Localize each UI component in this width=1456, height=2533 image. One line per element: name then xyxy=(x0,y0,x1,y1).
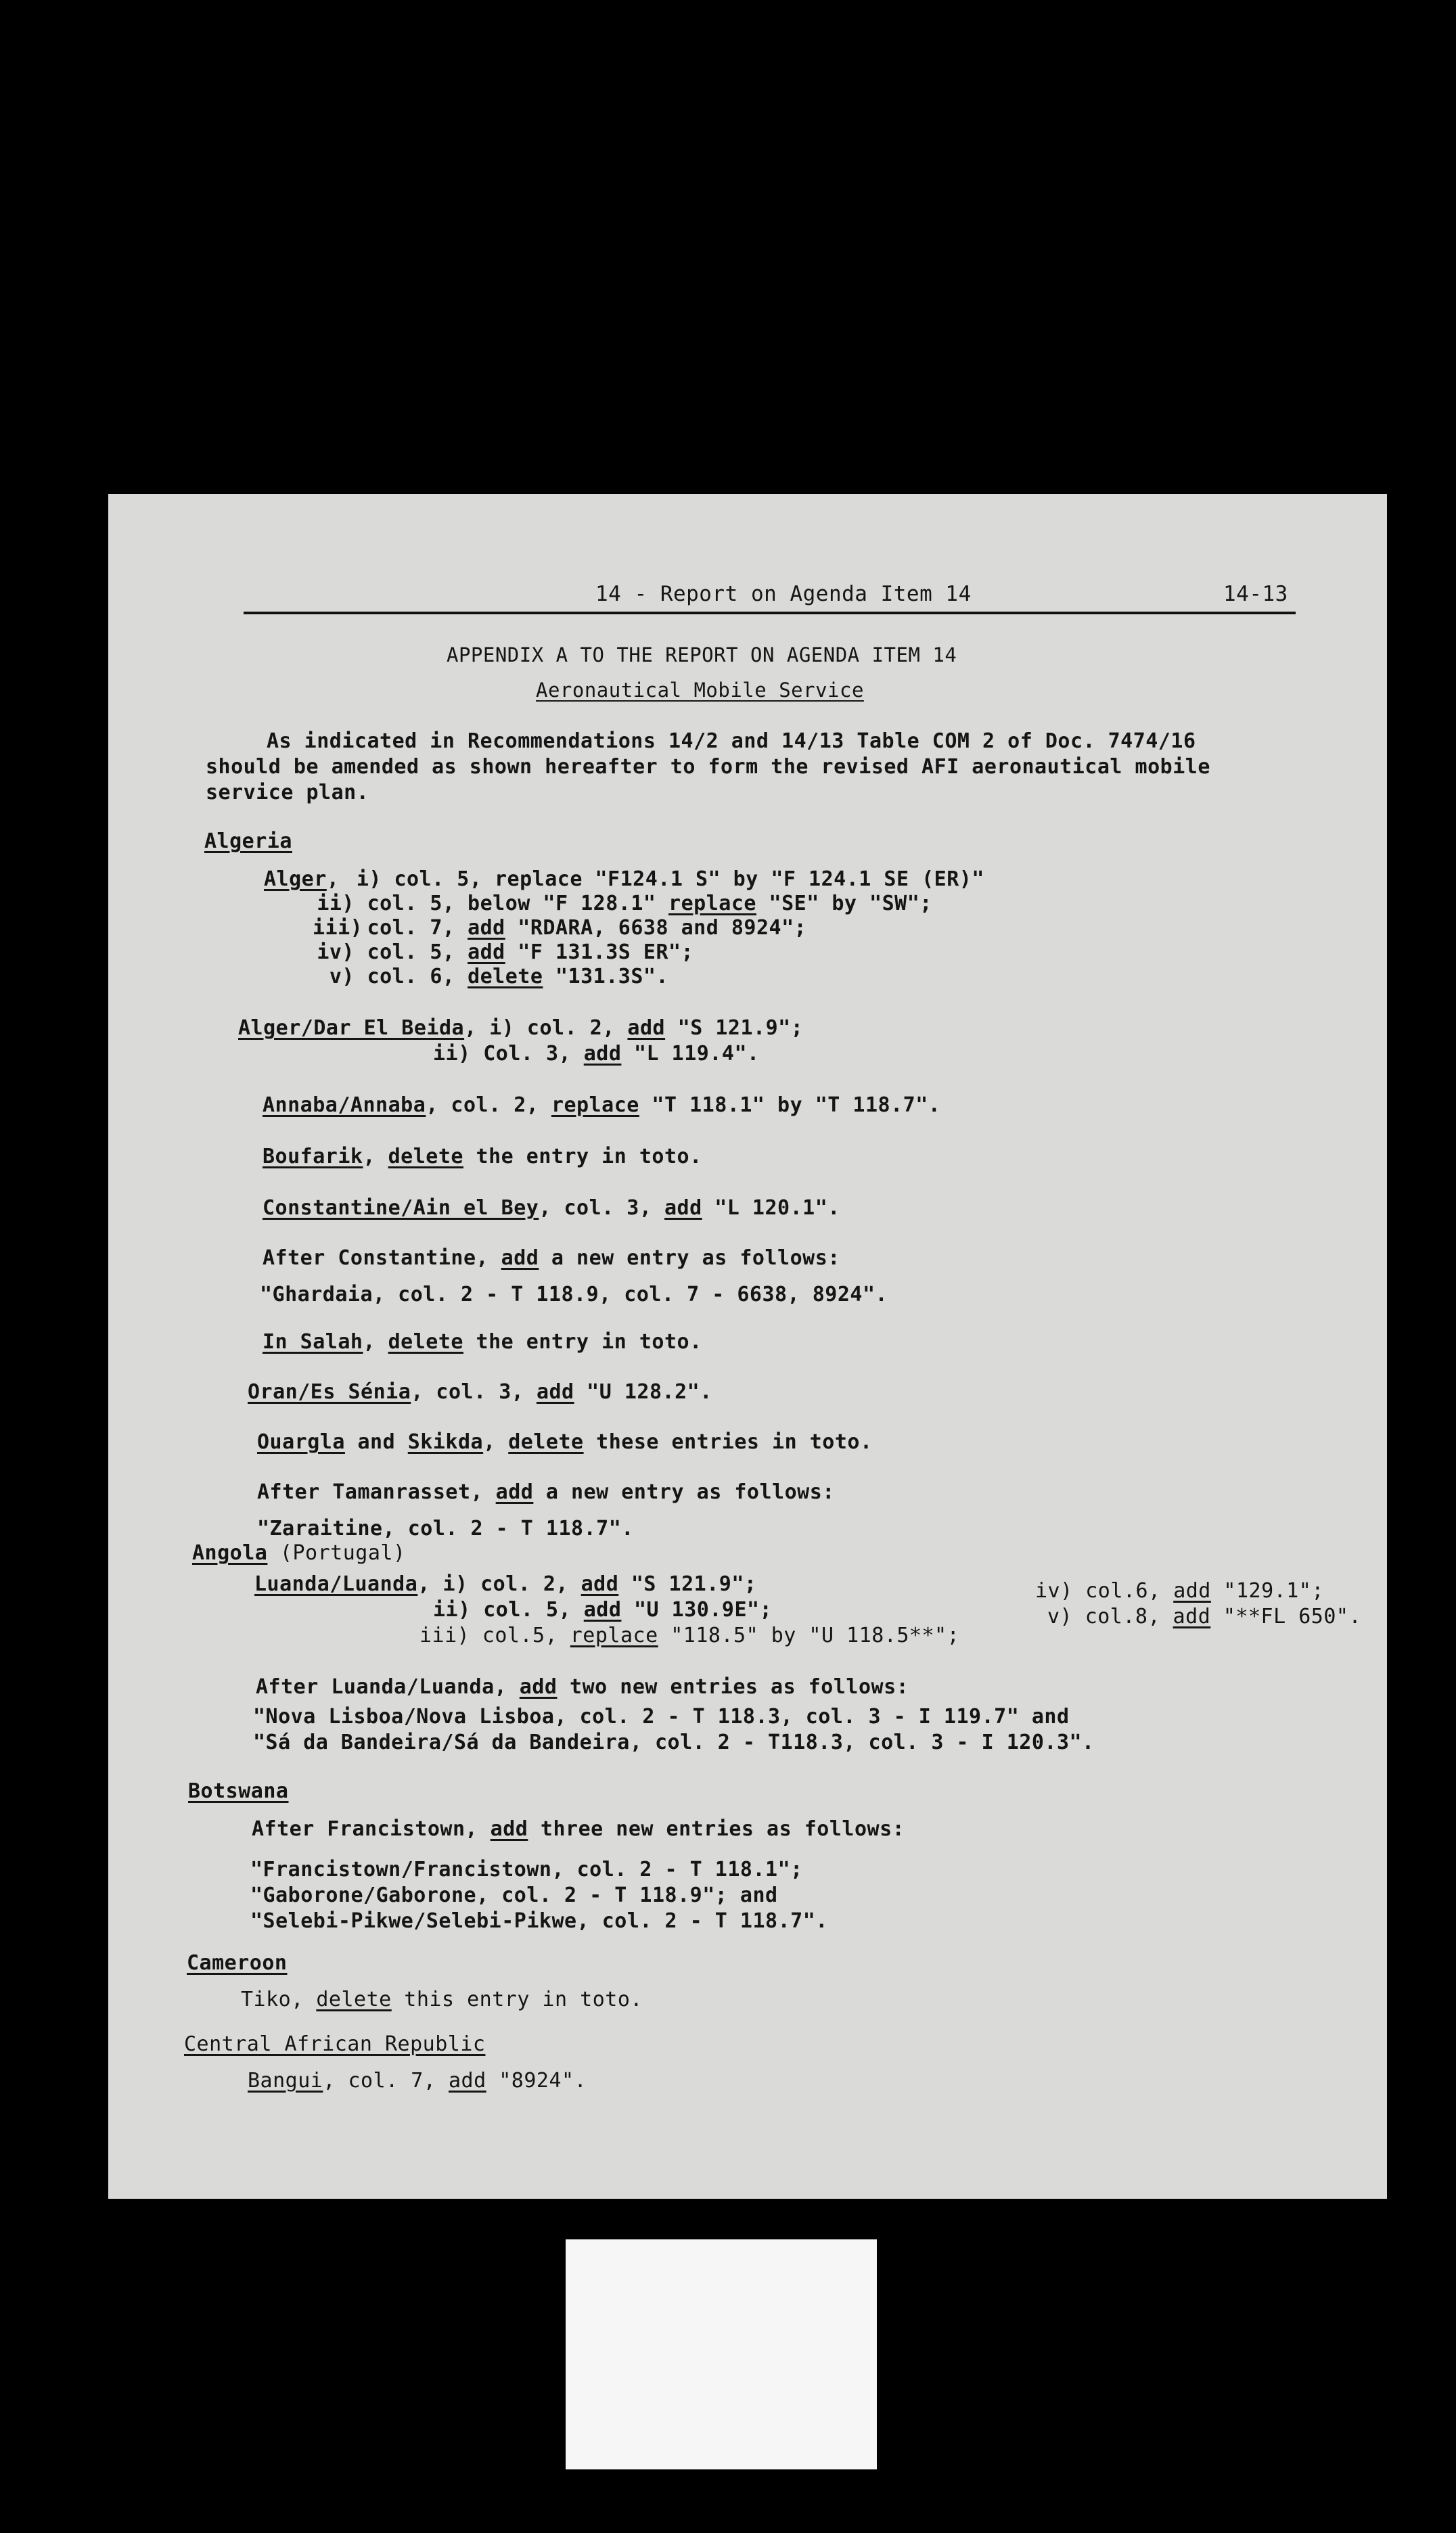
constantine-entry: Constantine/Ain el Bey, col. 3, add "L 120.1". xyxy=(263,1196,840,1220)
country-cameroon: Cameroon xyxy=(187,1951,288,1975)
blank-card xyxy=(566,2239,877,2469)
sa-da-bandeira-entry: "Sá da Bandeira/Sá da Bandeira, col. 2 - T118.3, col. 3 - I 120.3". xyxy=(253,1731,1095,1754)
subtitle: Aeronautical Mobile Service xyxy=(536,679,864,702)
alger-item-1: Alger, i) col. 5, replace "F124.1 S" by "F 124.1 SE (ER)" xyxy=(264,867,984,891)
bangui-entry: Bangui, col. 7, add "8924". xyxy=(248,2069,587,2093)
luanda-item-5: v) col.8, add "**FL 650". xyxy=(1047,1605,1362,1628)
boufarik-entry: Boufarik, delete the entry in toto. xyxy=(263,1145,702,1168)
dar-el-beida-item-1: Alger/Dar El Beida, i) col. 2, add "S 121.9"; xyxy=(238,1016,804,1040)
intro-line-2: should be amended as shown hereafter to form the revised AFI aeronautical mobile xyxy=(206,755,1210,779)
country-angola: Angola (Portugal) xyxy=(192,1541,406,1565)
dar-el-beida-item-2: ii) Col. 3, add "L 119.4". xyxy=(433,1042,760,1066)
country-botswana: Botswana xyxy=(188,1779,289,1803)
page-number: 14-13 xyxy=(1223,582,1288,606)
header-rule xyxy=(244,612,1296,614)
ouargla-skikda-entry: Ouargla and Skikda, delete these entries in toto. xyxy=(257,1430,873,1454)
country-algeria: Algeria xyxy=(204,829,292,853)
running-header: 14 - Report on Agenda Item 14 xyxy=(595,582,972,606)
country-central-african-republic: Central African Republic xyxy=(184,2032,486,2056)
alger-item-3: iii) col. 7, add "RDARA, 6638 and 8924"; xyxy=(313,916,807,940)
ghardaia-entry: "Ghardaia, col. 2 - T 118.9, col. 7 - 6638, 8924". xyxy=(260,1283,888,1306)
intro-line-3: service plan. xyxy=(206,781,369,804)
annaba-entry: Annaba/Annaba, col. 2, replace "T 118.1" by "T 118.7". xyxy=(263,1093,941,1117)
selebi-pikwe-entry: "Selebi-Pikwe/Selebi-Pikwe, col. 2 - T 118.7". xyxy=(250,1909,828,1933)
luanda-item-2: ii) col. 5, add "U 130.9E"; xyxy=(433,1598,773,1622)
after-luanda: After Luanda/Luanda, add two new entries as follows: xyxy=(256,1675,909,1699)
in-salah-entry: In Salah, delete the entry in toto. xyxy=(263,1330,702,1354)
luanda-item-4: iv) col.6, add "129.1"; xyxy=(1035,1579,1324,1603)
alger-item-5: v) col. 6, delete "131.3S". xyxy=(329,965,669,988)
after-francistown: After Francistown, add three new entries as follows: xyxy=(252,1817,905,1841)
after-constantine: After Constantine, add a new entry as follows: xyxy=(263,1246,840,1270)
nova-lisboa-entry: "Nova Lisboa/Nova Lisboa, col. 2 - T 118.3, col. 3 - I 119.7" and xyxy=(253,1705,1070,1729)
luanda-item-3: iii) col.5, replace "118.5" by "U 118.5**"; xyxy=(419,1624,960,1647)
oran-entry: Oran/Es Sénia, col. 3, add "U 128.2". xyxy=(248,1380,712,1404)
tiko-entry: Tiko, delete this entry in toto. xyxy=(241,1988,643,2011)
francistown-entry: "Francistown/Francistown, col. 2 - T 118.1"; xyxy=(250,1858,803,1881)
intro-line-1: As indicated in Recommendations 14/2 and 14/13 Table COM 2 of Doc. 7474/16 xyxy=(267,729,1196,753)
zaraitine-entry: "Zaraitine, col. 2 - T 118.7". xyxy=(257,1517,634,1541)
gaborone-entry: "Gaborone/Gaborone, col. 2 - T 118.9"; and xyxy=(250,1884,778,1907)
appendix-title: APPENDIX A TO THE REPORT ON AGENDA ITEM 14 xyxy=(447,643,957,666)
after-tamanrasset: After Tamanrasset, add a new entry as follows: xyxy=(257,1480,835,1504)
luanda-item-1: Luanda/Luanda, i) col. 2, add "S 121.9"; xyxy=(254,1572,757,1596)
alger-item-2: ii) col. 5, below "F 128.1" replace "SE" by "SW"; xyxy=(317,892,932,915)
alger-item-4: iv) col. 5, add "F 131.3S ER"; xyxy=(317,940,694,964)
